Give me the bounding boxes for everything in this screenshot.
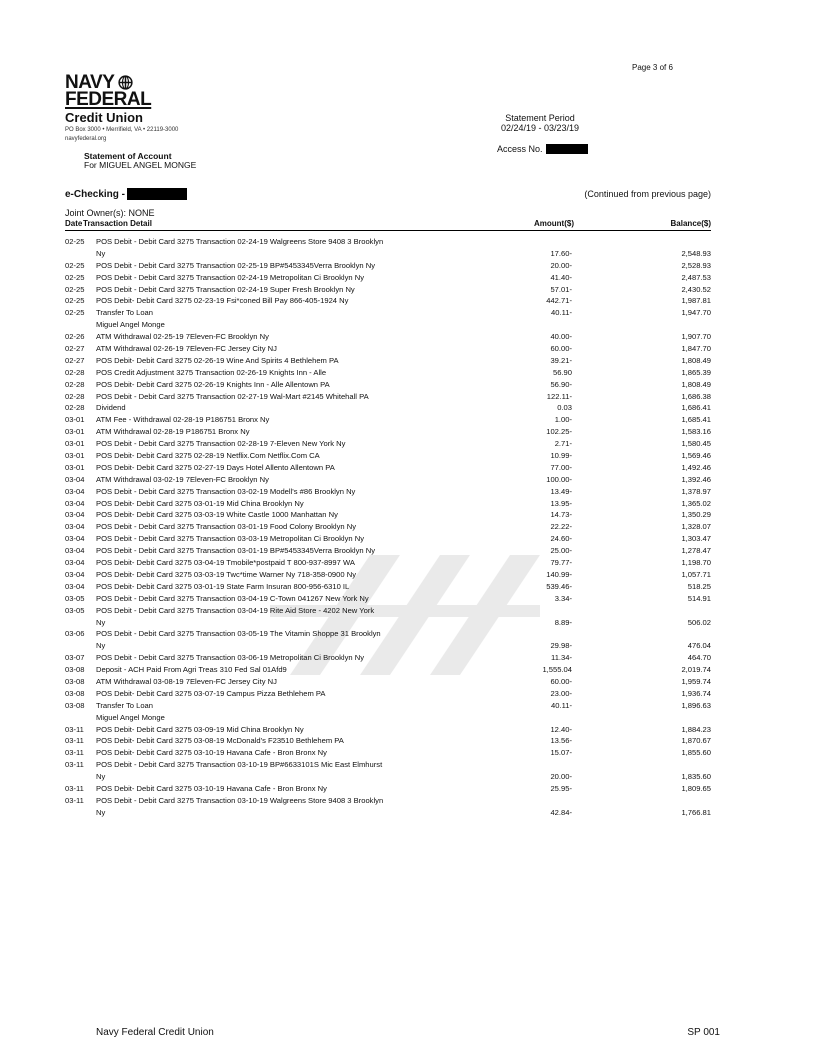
row-description: POS Debit - Debit Card 3275 Transaction 03-01-19 Food Colony Brooklyn Ny — [96, 522, 357, 532]
table-row — [65, 462, 711, 474]
row-description: POS Debit - Debit Card 3275 Transaction 03-04-19 Rite Aid Store - 4202 New York — [96, 605, 375, 615]
row-balance: 1,278.47 — [681, 546, 711, 556]
row-description: POS Credit Adjustment 3275 Transaction 02-26-19 Knights Inn - Alle — [96, 367, 327, 377]
table-row — [65, 260, 711, 272]
row-amount: 14.73- — [550, 510, 572, 520]
row-balance: 1,987.81 — [681, 296, 711, 306]
access-number-label: Access No. — [497, 144, 543, 154]
row-amount: 25.95- — [550, 783, 572, 793]
table-row — [65, 676, 711, 688]
row-description: Miguel Angel Monge — [96, 712, 165, 722]
table-row — [65, 319, 711, 331]
row-description: POS Debit- Debit Card 3275 03-09-19 Mid China Brooklyn Ny — [96, 724, 304, 734]
row-amount: 56.90 — [552, 367, 572, 377]
row-balance: 1,865.39 — [681, 367, 711, 377]
row-amount: 1.00- — [554, 415, 572, 425]
row-description: Ny — [96, 248, 106, 258]
row-balance: 1,198.70 — [681, 558, 711, 568]
row-balance: 1,870.67 — [681, 736, 711, 746]
row-amount: 13.49- — [550, 486, 572, 496]
header-date: Date — [65, 219, 83, 228]
table-row — [65, 605, 711, 617]
row-balance: 1,328.07 — [681, 522, 711, 532]
redaction-box — [127, 188, 187, 200]
table-header — [65, 219, 711, 231]
row-balance: 1,580.45 — [681, 439, 711, 449]
table-row — [65, 783, 711, 795]
row-description: POS Debit- Debit Card 3275 02-26-19 Knights Inn - Alle Allentown PA — [96, 379, 330, 389]
row-amount: 20.00- — [550, 260, 572, 270]
row-date: 03-05 — [65, 605, 85, 615]
row-description: Ny — [96, 641, 106, 651]
row-date: 02-25 — [65, 237, 85, 246]
row-description: ATM Withdrawal 03-08-19 7Eleven-FC Jersey City NJ — [96, 676, 277, 686]
row-amount: 77.00- — [550, 462, 572, 472]
header-amount: Amount($) — [534, 219, 574, 228]
row-description: POS Debit - Debit Card 3275 Transaction 03-03-19 Metropolitan Ci Brooklyn Ny — [96, 534, 365, 544]
row-amount: 60.00- — [550, 344, 572, 354]
table-row — [65, 391, 711, 403]
row-description: POS Debit - Debit Card 3275 Transaction 02-25-19 BP#5453345Verra Brooklyn Ny — [96, 260, 376, 270]
row-description: POS Debit - Debit Card 3275 Transaction 02-24-19 Super Fresh Brooklyn Ny — [96, 284, 355, 294]
row-amount: 13.95- — [550, 498, 572, 508]
row-amount: 57.01- — [550, 284, 572, 294]
row-balance: 2,548.93 — [681, 248, 711, 258]
row-date: 02-28 — [65, 367, 85, 377]
row-date: 03-08 — [65, 700, 85, 710]
table-row — [65, 486, 711, 498]
row-balance: 1,392.46 — [681, 474, 711, 484]
row-date: 03-04 — [65, 558, 85, 568]
row-amount: 8.89- — [554, 617, 572, 627]
table-row — [65, 664, 711, 676]
table-row — [65, 272, 711, 284]
row-description: Miguel Angel Monge — [96, 320, 165, 330]
table-row — [65, 712, 711, 724]
footer-institution: Navy Federal Credit Union — [96, 1027, 214, 1038]
row-date: 02-28 — [65, 403, 85, 413]
account-name: e-Checking - — [65, 188, 126, 200]
row-amount: 0.03 — [557, 403, 572, 413]
row-balance: 1,855.60 — [681, 748, 711, 758]
row-balance: 1,766.81 — [681, 807, 711, 817]
table-row — [65, 414, 711, 426]
row-balance: 1,685.41 — [681, 415, 711, 425]
row-date: 03-05 — [65, 593, 85, 603]
row-balance: 1,569.46 — [681, 451, 711, 461]
row-description: Transfer To Loan — [96, 700, 153, 710]
row-description: POS Debit- Debit Card 3275 03-04-19 Tmobile*postpaid T 800-937-8997 WA — [96, 558, 355, 568]
row-balance: 1,936.74 — [681, 688, 711, 698]
row-balance: 2,487.53 — [681, 272, 711, 282]
row-balance: 464.70 — [687, 653, 711, 663]
row-description: POS Debit- Debit Card 3275 02-27-19 Days Hotel Allento Allentown PA — [96, 462, 335, 472]
row-description: Ny — [96, 617, 106, 627]
row-amount: 12.40- — [550, 724, 572, 734]
row-date: 03-08 — [65, 676, 85, 686]
row-balance: 1,686.38 — [681, 391, 711, 401]
row-description: POS Debit- Debit Card 3275 03-07-19 Campus Pizza Bethlehem PA — [96, 688, 326, 698]
row-amount: 2.71- — [554, 439, 572, 449]
table-row — [65, 343, 711, 355]
navy-federal-logo — [65, 74, 205, 143]
table-row — [65, 533, 711, 545]
row-description: POS Debit- Debit Card 3275 03-10-19 Havana Cafe - Bron Bronx Ny — [96, 783, 327, 793]
transaction-table — [65, 236, 711, 819]
row-date: 03-01 — [65, 439, 85, 449]
row-date: 03-06 — [65, 629, 85, 639]
footer-code: SP 001 — [687, 1027, 720, 1038]
header-transaction-detail: Transaction Detail — [83, 219, 152, 228]
row-description: Dividend — [96, 403, 126, 413]
row-description: POS Debit - Debit Card 3275 Transaction 02-27-19 Wal-Mart #2145 Whitehall PA — [96, 391, 369, 401]
table-row — [65, 747, 711, 759]
table-row — [65, 509, 711, 521]
row-balance: 1,583.16 — [681, 427, 711, 437]
row-amount: 40.11- — [551, 700, 572, 710]
table-row — [65, 307, 711, 319]
row-date: 03-04 — [65, 510, 85, 520]
row-date: 03-11 — [65, 724, 84, 734]
row-amount: 60.00- — [550, 676, 572, 686]
table-row — [65, 581, 711, 593]
row-description: POS Debit - Debit Card 3275 Transaction 03-04-19 C-Town 041267 New York Ny — [96, 593, 369, 603]
row-description: POS Debit - Debit Card 3275 Transaction 03-05-19 The Vitamin Shoppe 31 Brooklyn — [96, 629, 381, 639]
row-amount: 1,555.04 — [542, 665, 572, 675]
statement-of-account: Statement of Account — [84, 151, 172, 161]
statement-period — [480, 113, 600, 133]
row-date: 02-25 — [65, 260, 85, 270]
row-balance: 1,809.65 — [681, 783, 711, 793]
row-date: 03-04 — [65, 486, 85, 496]
row-amount: 23.00- — [550, 688, 572, 698]
row-date: 02-25 — [65, 296, 85, 306]
row-date: 02-25 — [65, 284, 85, 294]
table-row — [65, 545, 711, 557]
row-date: 03-04 — [65, 546, 85, 556]
row-date: 03-11 — [65, 760, 84, 770]
table-row — [65, 617, 711, 629]
row-amount: 40.11- — [551, 308, 572, 318]
redaction-box — [546, 144, 588, 154]
table-row — [65, 759, 711, 771]
table-row — [65, 795, 711, 807]
row-balance: 1,686.41 — [681, 403, 711, 413]
row-description: POS Debit - Debit Card 3275 Transaction 02-28-19 7-Eleven New York Ny — [96, 439, 346, 449]
table-row — [65, 450, 711, 462]
row-balance: 2,528.93 — [681, 260, 711, 270]
row-date: 03-01 — [65, 415, 85, 425]
row-date: 03-04 — [65, 581, 85, 591]
row-balance: 1,884.23 — [681, 724, 711, 734]
row-amount: 100.00- — [546, 474, 572, 484]
row-description: ATM Withdrawal 02-25-19 7Eleven-FC Brooklyn Ny — [96, 332, 269, 342]
row-description: ATM Withdrawal 02-28-19 P186751 Bronx Ny — [96, 427, 250, 437]
row-description: POS Debit- Debit Card 3275 03-01-19 Mid China Brooklyn Ny — [96, 498, 304, 508]
row-description: POS Debit- Debit Card 3275 03-10-19 Havana Cafe - Bron Bronx Ny — [96, 748, 327, 758]
row-description: POS Debit- Debit Card 3275 03-01-19 State Farm Insuran 800-956-6310 IL — [96, 581, 350, 591]
row-date: 02-27 — [65, 355, 85, 365]
table-row — [65, 295, 711, 307]
row-amount: 10.99- — [550, 451, 572, 461]
logo-line1: NAVY — [65, 72, 115, 93]
row-date: 03-07 — [65, 653, 85, 663]
row-description: POS Debit - Debit Card 3275 Transaction 03-10-19 Walgreens Store 9408 3 Brooklyn — [96, 795, 384, 805]
row-balance: 1,907.70 — [681, 332, 711, 342]
table-row — [65, 724, 711, 736]
logo-address: PO Box 3000 • Merrifield, VA • 22119-3000 — [65, 127, 179, 133]
row-date: 03-04 — [65, 474, 85, 484]
table-row — [65, 284, 711, 296]
table-row — [65, 355, 711, 367]
table-row — [65, 474, 711, 486]
row-amount: 17.60- — [550, 248, 572, 258]
row-description: ATM Withdrawal 03-02-19 7Eleven-FC Brooklyn Ny — [96, 474, 269, 484]
row-amount: 11.34- — [551, 653, 572, 663]
row-date: 02-28 — [65, 379, 85, 389]
row-description: POS Debit- Debit Card 3275 02-23-19 Fsi*coned Bill Pay 866-405-1924 Ny — [96, 296, 349, 306]
row-balance: 1,057.71 — [681, 569, 711, 579]
row-balance: 2,430.52 — [681, 284, 711, 294]
row-balance: 1,896.63 — [681, 700, 711, 710]
logo-line3: Credit Union — [65, 110, 143, 125]
table-row — [65, 379, 711, 391]
table-row — [65, 236, 711, 248]
table-row — [65, 700, 711, 712]
table-row — [65, 438, 711, 450]
row-amount: 40.00- — [550, 332, 572, 342]
row-date: 02-25 — [65, 308, 85, 318]
statement-period-label: Statement Period — [505, 113, 575, 123]
row-balance: 476.04 — [687, 641, 711, 651]
row-date: 03-11 — [65, 783, 84, 793]
row-amount: 13.56- — [550, 736, 572, 746]
row-description: POS Debit - Debit Card 3275 Transaction 03-02-19 Modell's #86 Brooklyn Ny — [96, 486, 356, 496]
row-date: 03-11 — [65, 736, 84, 746]
row-description: POS Debit- Debit Card 3275 03-03-19 Twc*time Warner Ny 718-358-0900 Ny — [96, 569, 356, 579]
row-amount: 56.90- — [550, 379, 572, 389]
statement-period-range: 02/24/19 - 03/23/19 — [500, 123, 580, 133]
row-balance: 506.02 — [687, 617, 711, 627]
row-date: 03-01 — [65, 462, 85, 472]
globe-seal-icon — [118, 75, 133, 90]
row-date: 02-27 — [65, 344, 85, 354]
table-row — [65, 771, 711, 783]
row-balance: 1,959.74 — [681, 676, 711, 686]
row-balance: 1,378.97 — [681, 486, 711, 496]
row-amount: 25.00- — [550, 546, 572, 556]
statement-title — [84, 152, 196, 170]
row-date: 02-26 — [65, 332, 85, 342]
header-balance: Balance($) — [670, 219, 711, 228]
row-amount: 122.11- — [546, 391, 572, 401]
row-description: POS Debit- Debit Card 3275 03-03-19 White Castle 1000 Manhattan Ny — [96, 510, 338, 520]
row-balance: 1,947.70 — [681, 308, 711, 318]
table-row — [65, 331, 711, 343]
table-row — [65, 402, 711, 414]
row-amount: 79.77- — [550, 558, 572, 568]
table-row — [65, 248, 711, 260]
page-number: Page 3 of 6 — [632, 63, 673, 72]
row-amount: 20.00- — [550, 772, 572, 782]
joint-owners: Joint Owner(s): NONE — [65, 208, 155, 218]
row-description: POS Debit- Debit Card 3275 02-26-19 Wine And Spirits 4 Bethlehem PA — [96, 355, 339, 365]
row-amount: 442.71- — [546, 296, 572, 306]
row-amount: 15.07- — [550, 748, 572, 758]
row-description: POS Debit - Debit Card 3275 Transaction 02-24-19 Metropolitan Ci Brooklyn Ny — [96, 272, 365, 282]
row-date: 03-04 — [65, 534, 85, 544]
row-amount: 140.99- — [546, 569, 572, 579]
row-amount: 41.40- — [550, 272, 572, 282]
row-date: 02-28 — [65, 391, 85, 401]
row-date: 03-01 — [65, 451, 85, 461]
logo-website: navyfederal.org — [65, 136, 107, 142]
row-date: 03-04 — [65, 569, 85, 579]
row-description: POS Debit- Debit Card 3275 03-08-19 McDonald's F23510 Bethlehem PA — [96, 736, 344, 746]
row-amount: 24.60- — [550, 534, 572, 544]
account-heading — [65, 188, 187, 200]
row-date: 03-08 — [65, 665, 85, 675]
table-row — [65, 735, 711, 747]
table-row — [65, 569, 711, 581]
table-row — [65, 652, 711, 664]
table-row — [65, 426, 711, 438]
row-date: 03-11 — [65, 795, 84, 805]
logo-line2: FEDERAL — [65, 89, 152, 110]
row-date: 03-08 — [65, 688, 85, 698]
table-row — [65, 367, 711, 379]
row-balance: 518.25 — [687, 581, 711, 591]
row-date: 03-04 — [65, 498, 85, 508]
row-description: POS Debit - Debit Card 3275 Transaction 03-01-19 BP#5453345Verra Brooklyn Ny — [96, 546, 376, 556]
table-row — [65, 498, 711, 510]
row-balance: 514.91 — [687, 593, 711, 603]
row-description: POS Debit - Debit Card 3275 Transaction 03-10-19 BP#6633101S Mic East Elmhurst — [96, 760, 383, 770]
table-row — [65, 593, 711, 605]
table-row — [65, 688, 711, 700]
row-balance: 1,847.70 — [681, 344, 711, 354]
table-row — [65, 628, 711, 640]
row-amount: 539.46- — [546, 581, 572, 591]
row-description: POS Debit - Debit Card 3275 Transaction 03-06-19 Metropolitan Ci Brooklyn Ny — [96, 653, 365, 663]
statement-for: For MIGUEL ANGEL MONGE — [84, 160, 197, 170]
row-description: Transfer To Loan — [96, 308, 153, 318]
row-balance: 1,808.49 — [681, 379, 711, 389]
row-description: POS Debit - Debit Card 3275 Transaction 02-24-19 Walgreens Store 9408 3 Brooklyn — [96, 237, 384, 246]
row-description: ATM Withdrawal 02-26-19 7Eleven-FC Jersey City NJ — [96, 344, 277, 354]
row-date: 02-25 — [65, 272, 85, 282]
row-balance: 1,808.49 — [681, 355, 711, 365]
row-description: Ny — [96, 772, 106, 782]
row-amount: 42.84- — [550, 807, 572, 817]
table-row — [65, 807, 711, 819]
row-description: Ny — [96, 807, 106, 817]
row-balance: 1,835.60 — [681, 772, 711, 782]
row-date: 03-01 — [65, 427, 85, 437]
row-description: Deposit - ACH Paid From Agri Treas 310 Fed Sal 01Afd9 — [96, 665, 287, 675]
row-description: POS Debit- Debit Card 3275 02-28-19 Netflix.Com Netflix.Com CA — [96, 451, 320, 461]
row-balance: 1,350.29 — [681, 510, 711, 520]
row-description: ATM Fee - Withdrawal 02-28-19 P186751 Bronx Ny — [96, 415, 270, 425]
row-amount: 29.98- — [550, 641, 572, 651]
row-date: 03-11 — [65, 748, 84, 758]
row-balance: 1,492.46 — [681, 462, 711, 472]
row-balance: 1,303.47 — [681, 534, 711, 544]
row-balance: 1,365.02 — [681, 498, 711, 508]
row-amount: 3.34- — [554, 593, 572, 603]
row-amount: 39.21- — [550, 355, 572, 365]
table-row — [65, 557, 711, 569]
access-number — [497, 144, 588, 154]
row-amount: 22.22- — [550, 522, 572, 532]
row-amount: 102.25- — [546, 427, 572, 437]
row-balance: 2,019.74 — [681, 665, 711, 675]
row-date: 03-04 — [65, 522, 85, 532]
table-row — [65, 521, 711, 533]
table-row — [65, 640, 711, 652]
continued-note: (Continued from previous page) — [584, 189, 711, 199]
